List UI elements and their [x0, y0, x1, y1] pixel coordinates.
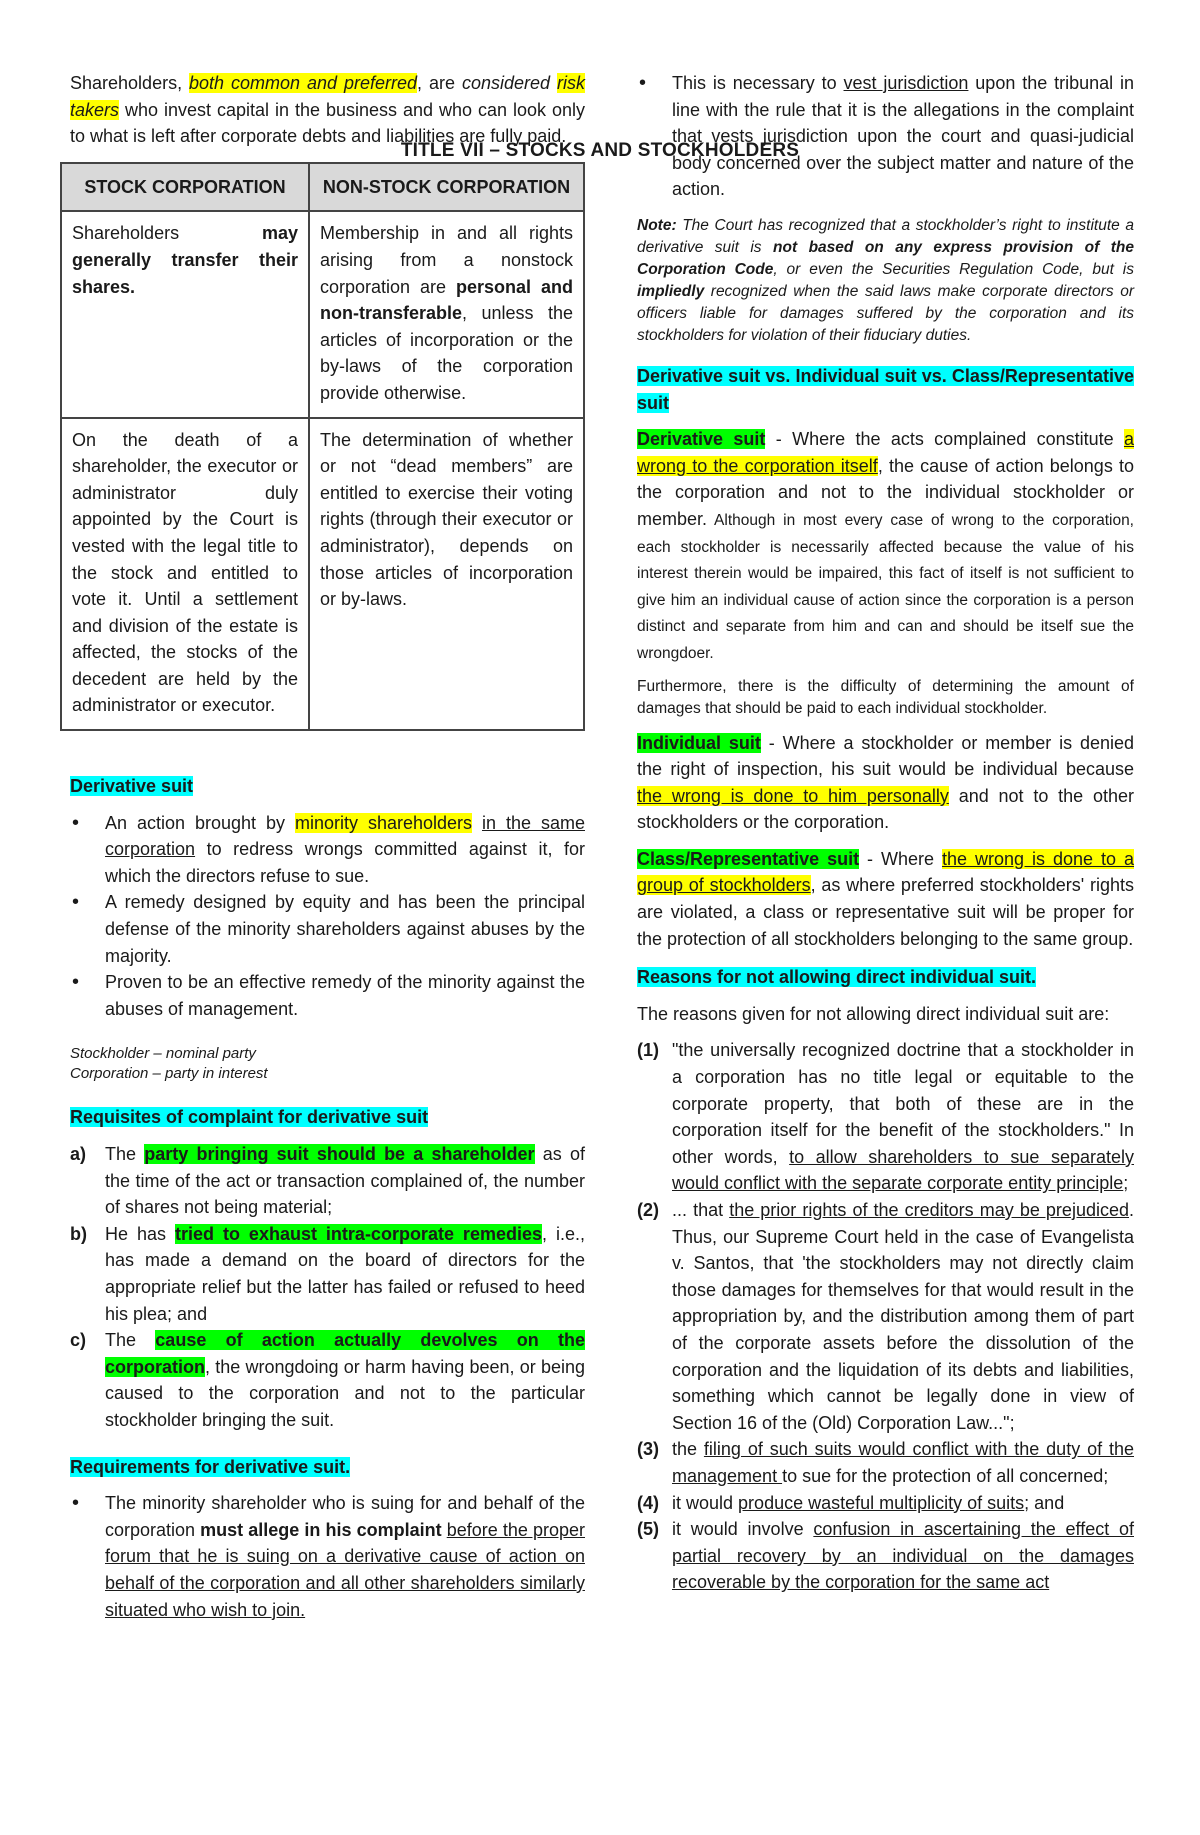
- note-text: recognized when the said laws make corporate directors or officers liable for damages suffered by the corporation and its stockholders for violation of their fiduciary duties.: [637, 282, 1134, 344]
- heading-text: Derivative suit: [70, 776, 194, 797]
- heading-text: Requirements for derivative suit.: [70, 1456, 351, 1477]
- list-item: [70, 1327, 585, 1433]
- para-text: - Where: [859, 848, 943, 869]
- item-text: "the universally recognized doctrine that a stockholder in a corporation has no title legal or equitable to the corporate property, that both of these are in the corporation itself for the benefit of the stockholders." In other words,: [672, 1040, 1134, 1167]
- item-text: as of the time of the act or transaction complained of, the number of shares not being material;: [105, 1144, 585, 1218]
- reasons-heading: [637, 964, 1134, 991]
- highlight-both-common-preferred: both common and preferred: [189, 73, 418, 93]
- item-text: ;: [1123, 1173, 1129, 1194]
- individual-suit-paragraph: [637, 730, 1134, 836]
- item-text: The: [105, 1144, 145, 1164]
- cell-text: Membership in and all rights arising from a nonstock corporation are: [320, 223, 573, 297]
- comparison-heading: [637, 363, 1134, 416]
- list-item: [70, 1141, 585, 1221]
- cell-text: Shareholders: [72, 223, 262, 244]
- list-marker: c): [70, 1330, 87, 1351]
- left-column: [70, 70, 585, 1623]
- comparison-table: [60, 162, 585, 731]
- highlight-green: party bringing suit should be a shareholder: [144, 1144, 535, 1164]
- derivative-suit-paragraph: [637, 426, 1134, 665]
- note-label: Note:: [637, 216, 677, 234]
- table-cell: [61, 211, 309, 417]
- right-column: [637, 70, 1134, 1596]
- list-marker: (1): [637, 1040, 659, 1061]
- class-suit-paragraph: [637, 846, 1134, 952]
- intro-text: Shareholders,: [70, 73, 190, 93]
- item-text: , the wrongdoing or harm having been, or being caused to the corporation and not to the particular stockholder bringing the suit.: [105, 1356, 585, 1430]
- label-class-suit: Class/Representative suit: [637, 848, 860, 869]
- list-marker: (5): [637, 1519, 659, 1540]
- label-individual-suit: Individual suit: [637, 732, 761, 753]
- nominal-party-line: Stockholder – nominal party: [70, 1045, 256, 1063]
- list-item: [70, 810, 585, 890]
- list-marker: (4): [637, 1492, 659, 1513]
- item-text: the: [672, 1439, 704, 1460]
- underline-text: filing of such suits would conflict with the duty of the management: [672, 1439, 1134, 1486]
- requisites-list: [70, 1141, 585, 1434]
- para-text: , as where preferred stockholders' rights are violated, a class or representative suit will be proper for the protection of all stockholders belonging to the same group.: [637, 875, 1134, 949]
- item-text: This is necessary to: [672, 73, 844, 93]
- underline-text: the prior rights of the creditors may be prejudiced: [729, 1200, 1129, 1220]
- derivative-suit-heading: [70, 773, 585, 800]
- party-in-interest-line: Corporation – party in interest: [70, 1065, 268, 1083]
- highlight-minority-shareholders: minority shareholders: [294, 812, 473, 833]
- highlight-green: tried to exhaust intra-corporate remedies: [174, 1223, 542, 1244]
- item-text: it would involve: [672, 1519, 814, 1540]
- reasons-list: [637, 1037, 1134, 1595]
- requirements-heading: [70, 1454, 585, 1481]
- para-text: and not to the other stockholders or the corporation.: [637, 785, 1134, 833]
- underline-text: confusion in ascertaining the effect of partial recovery by an individual on the damages recoverable by the corporation for the same act: [672, 1519, 1134, 1593]
- para-text-small: Although in most every case of wrong to the corporation, each stockholder is necessarily affected because the value of his interest therein would be impaired, this fact of itself is not sufficient to give him an individual cause of action since the corporation is a person distinct and separate from him and can and should be itself sue the wrongdoer.: [637, 511, 1134, 662]
- highlight-wrong-to-him: the wrong is done to him personally: [637, 785, 949, 806]
- item-text: it would: [672, 1492, 739, 1513]
- item-text: The: [105, 1330, 156, 1351]
- jurisdiction-list: [637, 70, 1134, 203]
- heading-text: Requisites of complaint for derivative suit: [70, 1107, 429, 1128]
- highlight-risk-takers: risk takers: [70, 73, 585, 120]
- note-text-bold: impliedly: [637, 282, 705, 300]
- list-marker: a): [70, 1144, 87, 1164]
- list-item: [70, 1490, 585, 1623]
- list-marker: (3): [637, 1439, 659, 1460]
- heading-text: Reasons for not allowing direct individual suit.: [637, 967, 1037, 988]
- damages-paragraph: Furthermore, there is the difficulty of determining the amount of damages that should be paid to each individual stockholder.: [637, 677, 1134, 717]
- para-text: - Where a stockholder or member is denied the right of inspection, his suit would be individual because: [637, 732, 1134, 780]
- cell-text-bold: may generally transfer their shares.: [72, 223, 298, 297]
- item-text: to sue for the protection of all concerned;: [782, 1465, 1109, 1486]
- intro-text: , are: [417, 73, 462, 93]
- item-text: ; and: [1024, 1492, 1065, 1513]
- intro-text: considered: [461, 73, 557, 93]
- list-item: [637, 1436, 1134, 1489]
- table-row: [61, 211, 584, 417]
- underline-text: vest jurisdiction: [843, 73, 969, 93]
- table-row: [61, 418, 584, 731]
- item-text: . Thus, our Supreme Court held in the case of Evangelista v. Santos, that 'the stockholders may not directly claim those damages for themselves for that would result in the appropriation by, and the distribution among them of part of the corporate assets before the dissolution of the corporation and the liquidation of its debts and liabilities, something which cannot be legally done in view of Section 16 of the (Old) Corporation Law...";: [672, 1200, 1134, 1433]
- item-text: to redress wrongs committed against it, for which the directors refuse to sue.: [105, 839, 585, 886]
- para-text: , the cause of action belongs to the corporation and not to the individual stockholder or member.: [637, 455, 1134, 529]
- note-paragraph: [637, 215, 1134, 347]
- intro-text: who invest capital in the business and who can look only to what is left after corporate debts and liabilities are fully paid.: [70, 99, 585, 147]
- list-item: [637, 1490, 1134, 1517]
- table-header-row: [61, 163, 584, 212]
- highlight-wrong-to-corporation: a wrong to the corporation itself: [637, 429, 1134, 476]
- reasons-intro: The reasons given for not allowing direct individual suit are:: [637, 1003, 1110, 1024]
- cell-text: , unless the articles of incorporation or the by-laws of the corporation provide otherwise.: [320, 303, 573, 403]
- table-header-nonstock: NON-STOCK CORPORATION: [309, 163, 584, 212]
- item-text-bold: must allege in his complaint: [200, 1519, 442, 1540]
- para-text: - Where the acts complained constitute: [765, 429, 1124, 450]
- page-title: TITLE VII – STOCKS AND STOCKHOLDERS: [400, 140, 800, 161]
- list-item: [637, 1197, 1134, 1436]
- label-derivative-suit: Derivative suit: [637, 429, 766, 450]
- list-item: [637, 1516, 1134, 1596]
- derivative-suit-list: [70, 810, 585, 1023]
- highlight-green: cause of action actually devolves on the corporation: [105, 1330, 585, 1377]
- item-text: ... that: [672, 1200, 730, 1220]
- list-item: • Proven to be an effective remedy of the minority against the abuses of management.: [70, 969, 585, 1022]
- cell-text-bold: personal and non-transferable: [320, 276, 573, 324]
- heading-text: Derivative suit vs. Individual suit vs. Class/Representative suit: [637, 365, 1134, 413]
- list-item: [637, 70, 1134, 203]
- table-header-stock: STOCK CORPORATION: [61, 163, 309, 212]
- item-text: An action brought by: [105, 812, 295, 833]
- underline-text: in the same corporation: [105, 812, 585, 860]
- item-text: , i.e., has made a demand on the board of directors for the appropriate relief but the latter has failed or refused to heed his plea; and: [105, 1223, 585, 1324]
- item-text: upon the tribunal in line with the rule that it is the allegations in the complaint that vests jurisdiction upon the court and quasi-judicial body concerned over the subject matter and nature of the action.: [672, 73, 1135, 200]
- table-cell: On the death of a shareholder, the executor or administrator duly appointed by the Court is vested with the legal title to the stock and entitled to vote it. Until a settlement and division of the estate is affected, the stocks of the decedent are held by the administrator or executor.: [61, 418, 309, 731]
- item-text: [472, 813, 482, 833]
- note-text-bold: not based on any express provision of the Corporation Code: [637, 238, 1134, 278]
- table-cell: The determination of whether or not “dead members” are entitled to exercise their voting rights (through their executor or administrator), depends on those articles of incorporation or by-laws.: [309, 418, 584, 731]
- item-text: The minority shareholder who is suing for and behalf of the corporation: [105, 1493, 585, 1540]
- underline-text: to allow shareholders to sue separately would conflict with the separate corporate entity principle: [672, 1146, 1134, 1194]
- table-cell: [309, 211, 584, 417]
- list-item: [637, 1037, 1134, 1197]
- underline-text: before the proper forum that he is suing on a derivative cause of action on behalf of the corporation and all other shareholders similarly situated who wish to join.: [105, 1519, 585, 1620]
- requirements-list: [70, 1490, 585, 1623]
- requisites-heading: [70, 1104, 585, 1131]
- list-marker: b): [70, 1223, 87, 1244]
- item-text: He has: [105, 1223, 175, 1244]
- note-text: , or even the Securities Regulation Code, but is: [773, 260, 1135, 278]
- list-item: • A remedy designed by equity and has been the principal defense of the minority shareholders against abuses by the majority.: [70, 889, 585, 969]
- list-marker: (2): [637, 1200, 659, 1220]
- intro-paragraph: [70, 70, 585, 150]
- underline-text: produce wasteful multiplicity of suits: [738, 1492, 1025, 1513]
- highlight-wrong-to-group: the wrong is done to a group of stockholders: [637, 848, 1135, 896]
- note-text: The Court has recognized that a stockholder’s right to institute a derivative suit is: [637, 216, 1134, 256]
- list-item: [70, 1221, 585, 1327]
